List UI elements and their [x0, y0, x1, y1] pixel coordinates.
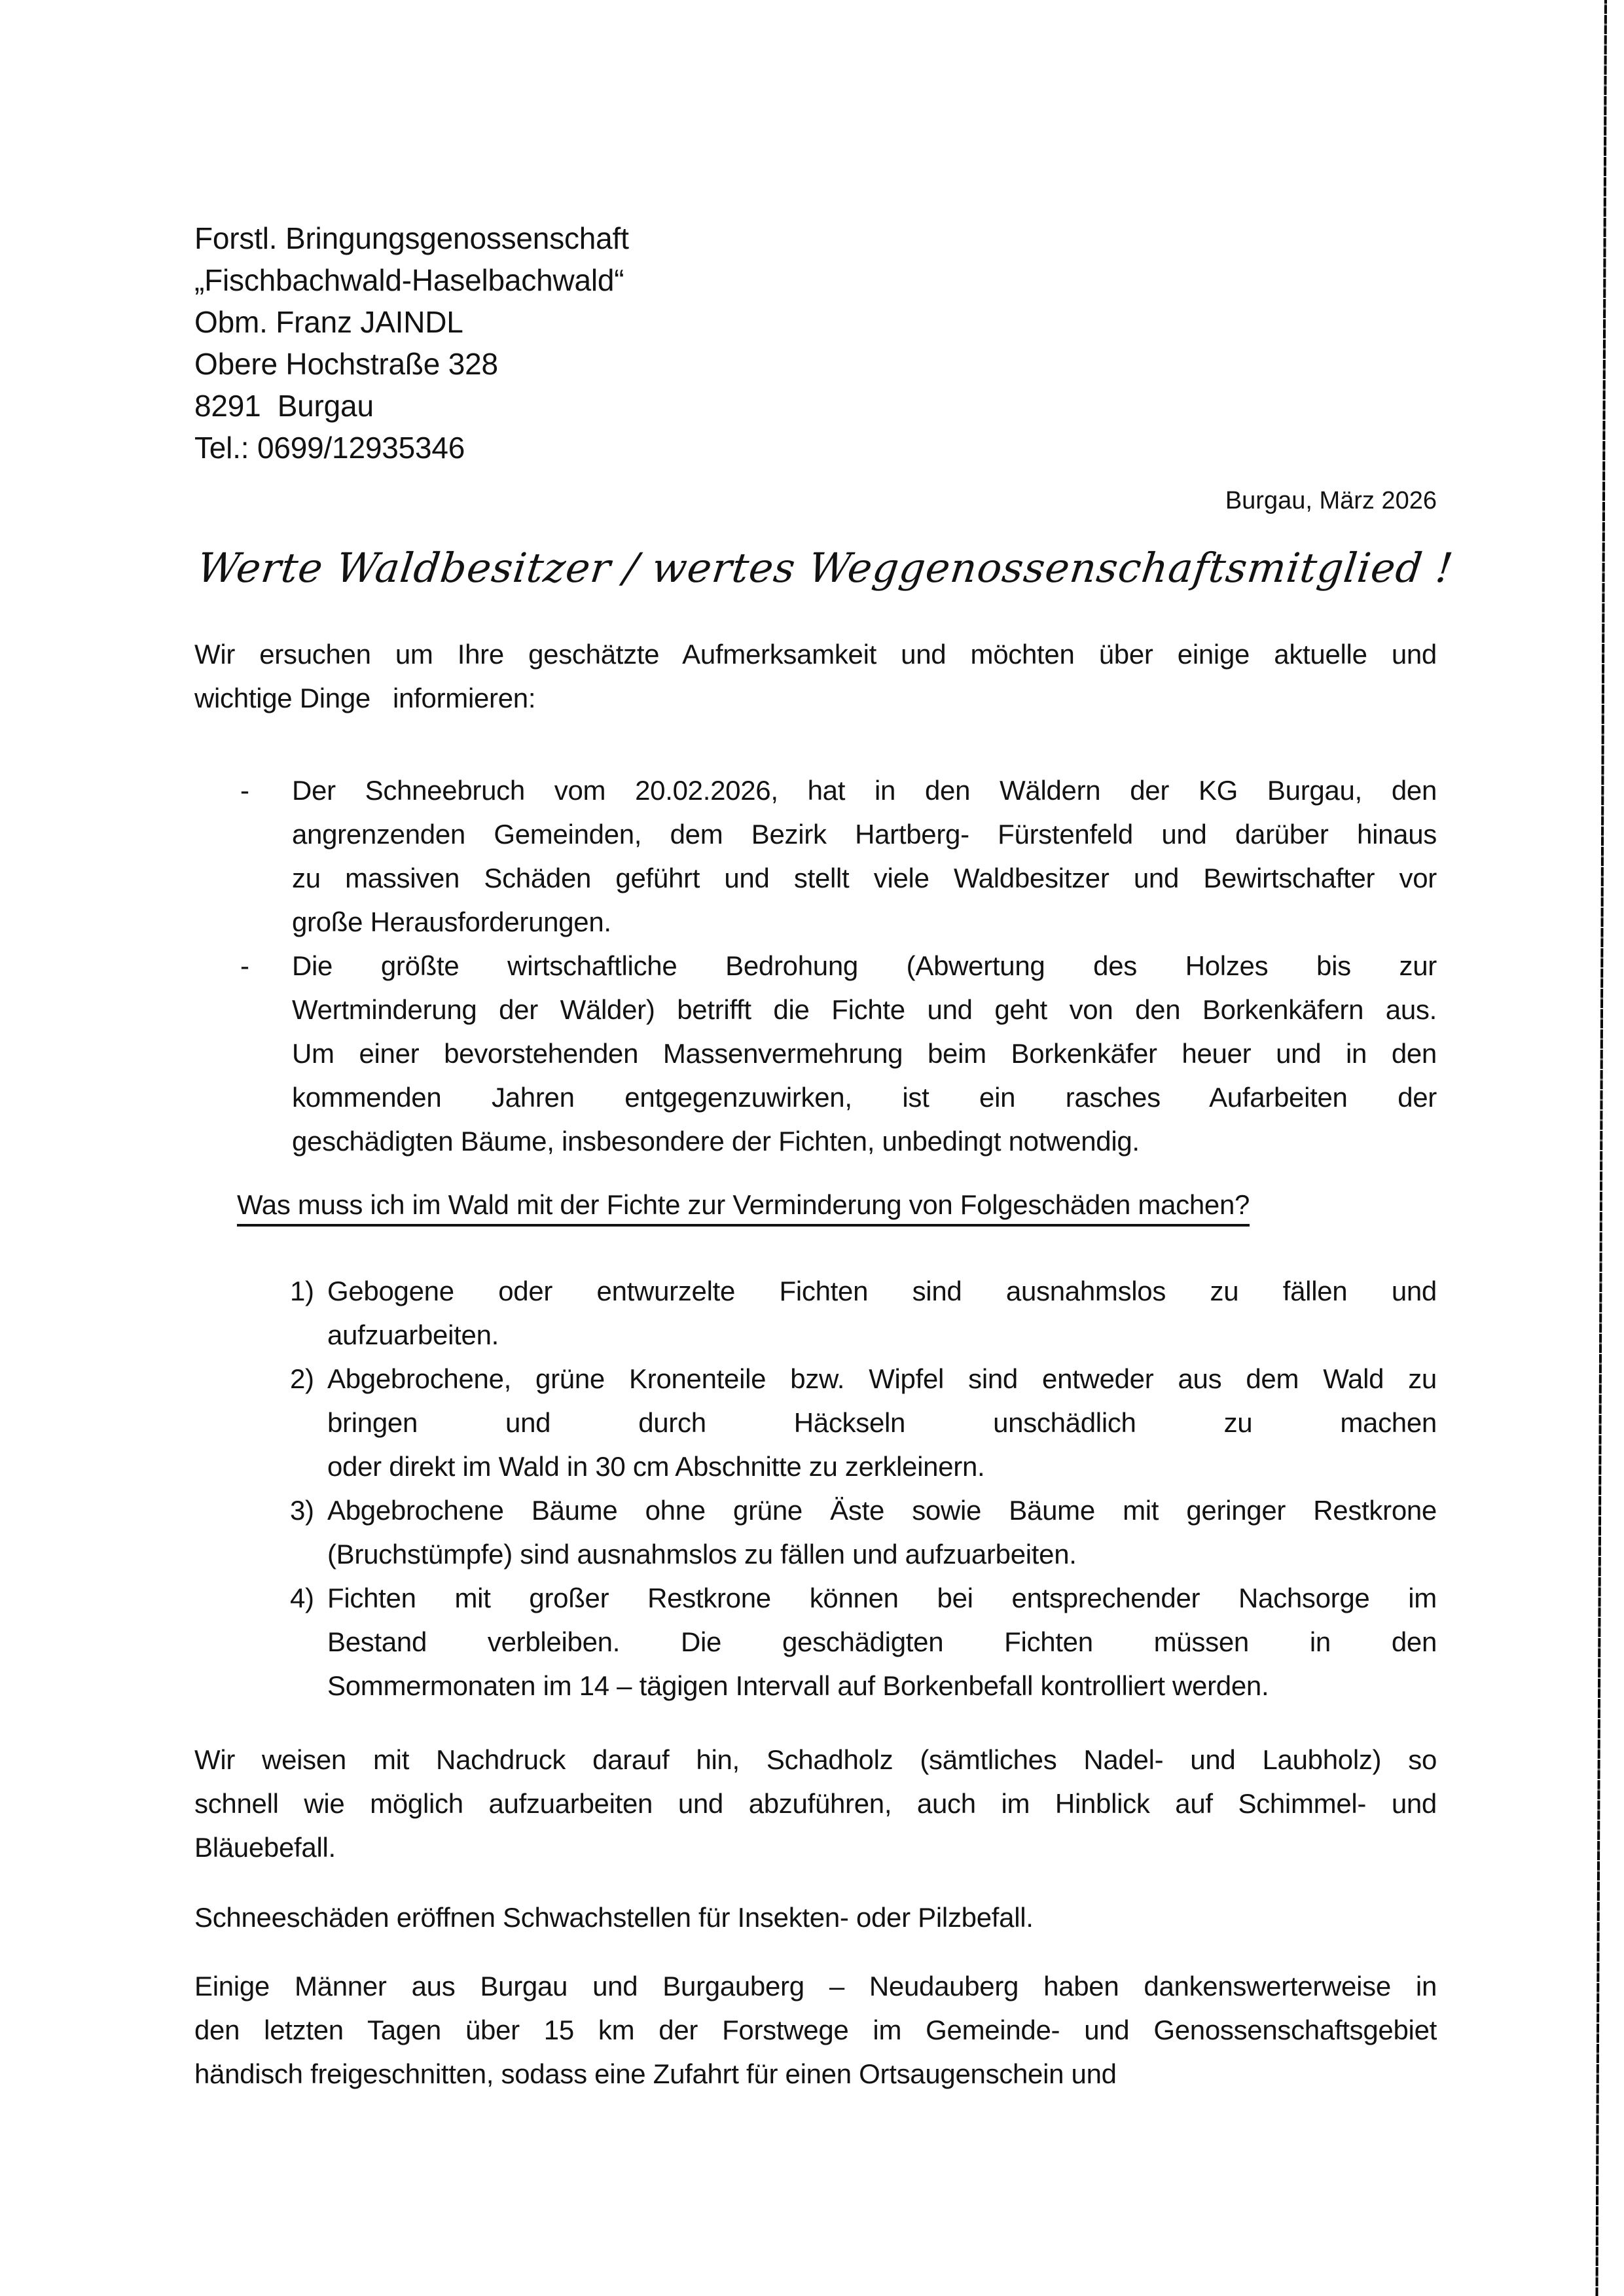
text-line: zu massiven Schäden geführt und stellt viele Waldbesitzer und Bewirtschafter vor	[292, 863, 1437, 893]
salutation-heading: Werte Waldbesitzer / wertes Weggenossenschaftsmitglied !	[194, 544, 1456, 592]
text-line: Der Schneebruch vom 20.02.2026, hat in den Wäldern der KG Burgau, den	[292, 775, 1437, 806]
text-line: Sommermonaten im 14 – tägigen Intervall auf Borkenbefall kontrolliert werden.	[327, 1670, 1269, 1701]
item-number: 1)	[290, 1276, 314, 1306]
question-heading	[194, 1185, 1437, 1225]
text-line: Wir weisen mit Nachdruck darauf hin, Schadholz (sämtliches Nadel- und Laubholz) so	[194, 1744, 1437, 1775]
item-text	[327, 1269, 1437, 1357]
text-line: Abgebrochene Bäume ohne grüne Äste sowie Bäume mit geringer Restkrone	[327, 1495, 1437, 1526]
question-heading-text: Was muss ich im Wald mit der Fichte zur Verminderung von Folgeschäden machen?	[237, 1189, 1250, 1227]
numbered-item	[194, 1269, 1437, 1357]
item-text	[327, 1576, 1437, 1708]
text-line: Schneeschäden eröffnen Schwachstellen für Insekten- oder Pilzbefall.	[194, 1902, 1034, 1933]
date-line: Burgau, März 2026	[1225, 487, 1437, 514]
bullet-item	[194, 768, 1437, 944]
text-line: Einige Männer aus Burgau und Burgauberg – Neudauberg haben dankenswerterweise in	[194, 1971, 1437, 2001]
text-line: Abgebrochene, grüne Kronenteile bzw. Wipfel sind entweder aus dem Wald zu	[327, 1363, 1437, 1394]
letter-content	[194, 217, 1456, 2096]
text-line: händisch freigeschnitten, sodass eine Zufahrt für einen Ortsaugenschein und	[194, 2058, 1117, 2089]
item-number: 4)	[290, 1583, 314, 1613]
text-line: Forstl. Bringungsgenossenschaft	[194, 221, 629, 255]
numbered-item	[194, 1488, 1437, 1576]
text-line: (Bruchstümpfe) sind ausnahmslos zu fällen und aufzuarbeiten.	[327, 1539, 1077, 1570]
text-line: kommenden Jahren entgegenzuwirken, ist ein rasches Aufarbeiten der	[292, 1082, 1437, 1113]
text-line: Wertminderung der Wälder) betrifft die Fichte und geht von den Borkenkäfern aus.	[292, 994, 1437, 1025]
sender-address	[194, 217, 1437, 469]
text-line: Bestand verbleiben. Die geschädigten Fichten müssen in den	[327, 1626, 1437, 1657]
text-line: Obere Hochstraße 328	[194, 347, 498, 381]
intro-paragraph	[194, 632, 1437, 720]
bullet-marker: -	[240, 950, 249, 981]
item-number: 3)	[290, 1495, 314, 1526]
item-text	[327, 1488, 1437, 1576]
bullet-text	[292, 944, 1437, 1163]
item-text	[327, 1357, 1437, 1488]
text-line: Die größte wirtschaftliche Bedrohung (Abwertung des Holzes bis zur	[292, 950, 1437, 981]
text-line: große Herausforderungen.	[292, 906, 611, 937]
text-line: Bläuebefall.	[194, 1832, 336, 1863]
text-line: angrenzenden Gemeinden, dem Bezirk Hartberg- Fürstenfeld und darüber hinaus	[292, 819, 1437, 850]
text-line: wichtige Dinge informieren:	[194, 683, 536, 713]
text-line: aufzuarbeiten.	[327, 1319, 499, 1350]
bullet-marker: -	[240, 775, 249, 806]
text-line: „Fischbachwald-Haselbachwald“	[194, 263, 624, 297]
text-line: 8291 Burgau	[194, 389, 374, 423]
text-line: oder direkt im Wald in 30 cm Abschnitte zu zerkleinern.	[327, 1451, 985, 1482]
bullet-text	[292, 768, 1437, 944]
scan-artifact-line	[1595, 0, 1607, 2296]
text-line: Tel.: 0699/12935346	[194, 431, 465, 465]
closing-paragraph	[194, 1738, 1437, 1869]
text-line: Fichten mit großer Restkrone können bei entsprechender Nachsorge im	[327, 1583, 1437, 1613]
text-line: Um einer bevorstehenden Massenvermehrung beim Borkenkäfer heuer und in den	[292, 1038, 1437, 1069]
bullet-list	[194, 768, 1437, 1163]
text-line: Gebogene oder entwurzelte Fichten sind ausnahmslos zu fällen und	[327, 1276, 1437, 1306]
numbered-list	[194, 1269, 1437, 1708]
text-line: schnell wie möglich aufzuarbeiten und abzuführen, auch im Hinblick auf Schimmel- und	[194, 1788, 1437, 1819]
text-line: Obm. Franz JAINDL	[194, 305, 463, 339]
closing-paragraph	[194, 1964, 1437, 2096]
numbered-item	[194, 1576, 1437, 1708]
item-number: 2)	[290, 1363, 314, 1394]
bullet-item	[194, 944, 1437, 1163]
closing-paragraph	[194, 1895, 1437, 1939]
text-line: bringen und durch Häckseln unschädlich zu machen	[327, 1407, 1437, 1438]
numbered-item	[194, 1357, 1437, 1488]
text-line: den letzten Tagen über 15 km der Forstwege im Gemeinde- und Genossenschaftsgebiet	[194, 2015, 1437, 2045]
text-line: Wir ersuchen um Ihre geschätzte Aufmerksamkeit und möchten über einige aktuelle und	[194, 639, 1437, 670]
text-line: geschädigten Bäume, insbesondere der Fichten, unbedingt notwendig.	[292, 1126, 1140, 1157]
